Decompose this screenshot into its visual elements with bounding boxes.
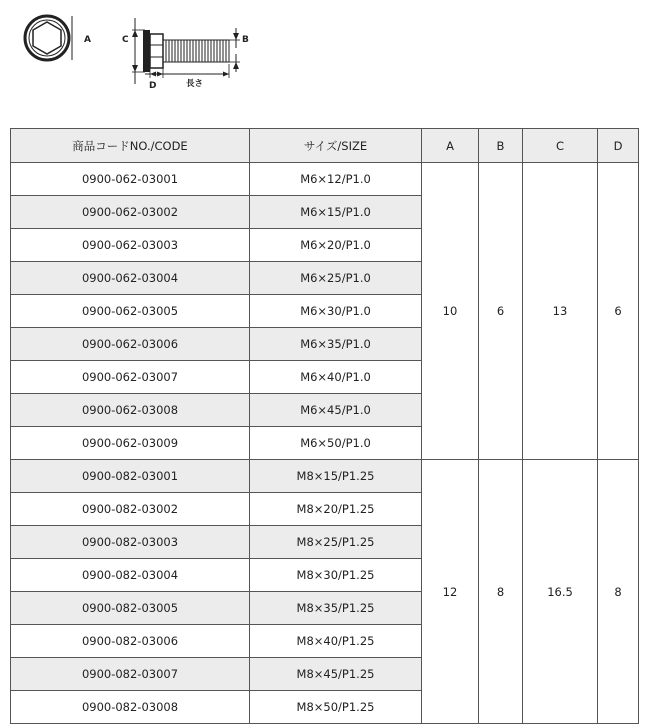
code-cell: 0900-082-03008 [11,691,250,724]
size-cell: M6×25/P1.0 [250,262,422,295]
dim-b-cell: 8 [479,460,523,724]
header-c: C [523,129,598,163]
size-cell: M6×12/P1.0 [250,163,422,196]
code-cell: 0900-062-03008 [11,394,250,427]
dim-c-cell: 16.5 [523,460,598,724]
label-length: 長さ [186,79,204,89]
hex-flange-front-view-icon [25,16,69,60]
code-cell: 0900-082-03002 [11,493,250,526]
code-cell: 0900-062-03006 [11,328,250,361]
code-cell: 0900-062-03002 [11,196,250,229]
dim-a-cell: 12 [422,460,479,724]
table-row [11,460,639,493]
size-cell: M6×20/P1.0 [250,229,422,262]
size-cell: M6×40/P1.0 [250,361,422,394]
size-cell: M8×25/P1.25 [250,526,422,559]
code-cell: 0900-062-03003 [11,229,250,262]
code-cell: 0900-082-03004 [11,559,250,592]
label-d: D [149,81,157,91]
size-cell: M8×40/P1.25 [250,625,422,658]
dim-d-cell: 8 [598,460,639,724]
size-cell: M6×30/P1.0 [250,295,422,328]
header-b: B [479,129,523,163]
bolt-diagram [0,0,270,110]
code-cell: 0900-082-03001 [11,460,250,493]
dim-c-cell: 13 [523,163,598,460]
table-row [11,163,639,196]
size-cell: M6×35/P1.0 [250,328,422,361]
dimension-c [122,18,145,84]
size-cell: M8×30/P1.25 [250,559,422,592]
label-c: C [122,35,129,45]
code-cell: 0900-062-03001 [11,163,250,196]
size-cell: M6×45/P1.0 [250,394,422,427]
dim-d-cell: 6 [598,163,639,460]
header-row [11,129,639,163]
label-a: A [84,35,91,45]
bolt-side-view-icon [143,30,229,72]
dim-a-cell: 10 [422,163,479,460]
code-cell: 0900-062-03009 [11,427,250,460]
size-cell: M8×20/P1.25 [250,493,422,526]
label-b: B [242,35,249,45]
header-d: D [598,129,639,163]
dim-b-cell: 6 [479,163,523,460]
dimension-b [229,28,249,72]
size-cell: M8×50/P1.25 [250,691,422,724]
code-cell: 0900-082-03006 [11,625,250,658]
header-size: サイズ/SIZE [250,129,422,163]
size-cell: M8×45/P1.25 [250,658,422,691]
code-cell: 0900-082-03003 [11,526,250,559]
code-cell: 0900-062-03005 [11,295,250,328]
code-cell: 0900-062-03004 [11,262,250,295]
code-cell: 0900-082-03005 [11,592,250,625]
size-cell: M8×35/P1.25 [250,592,422,625]
code-cell: 0900-082-03007 [11,658,250,691]
size-cell: M6×50/P1.0 [250,427,422,460]
size-cell: M8×15/P1.25 [250,460,422,493]
header-a: A [422,129,479,163]
size-cell: M6×15/P1.0 [250,196,422,229]
code-cell: 0900-062-03007 [11,361,250,394]
header-code: 商品コードNO./CODE [11,129,250,163]
bolt-spec-table [10,128,639,724]
